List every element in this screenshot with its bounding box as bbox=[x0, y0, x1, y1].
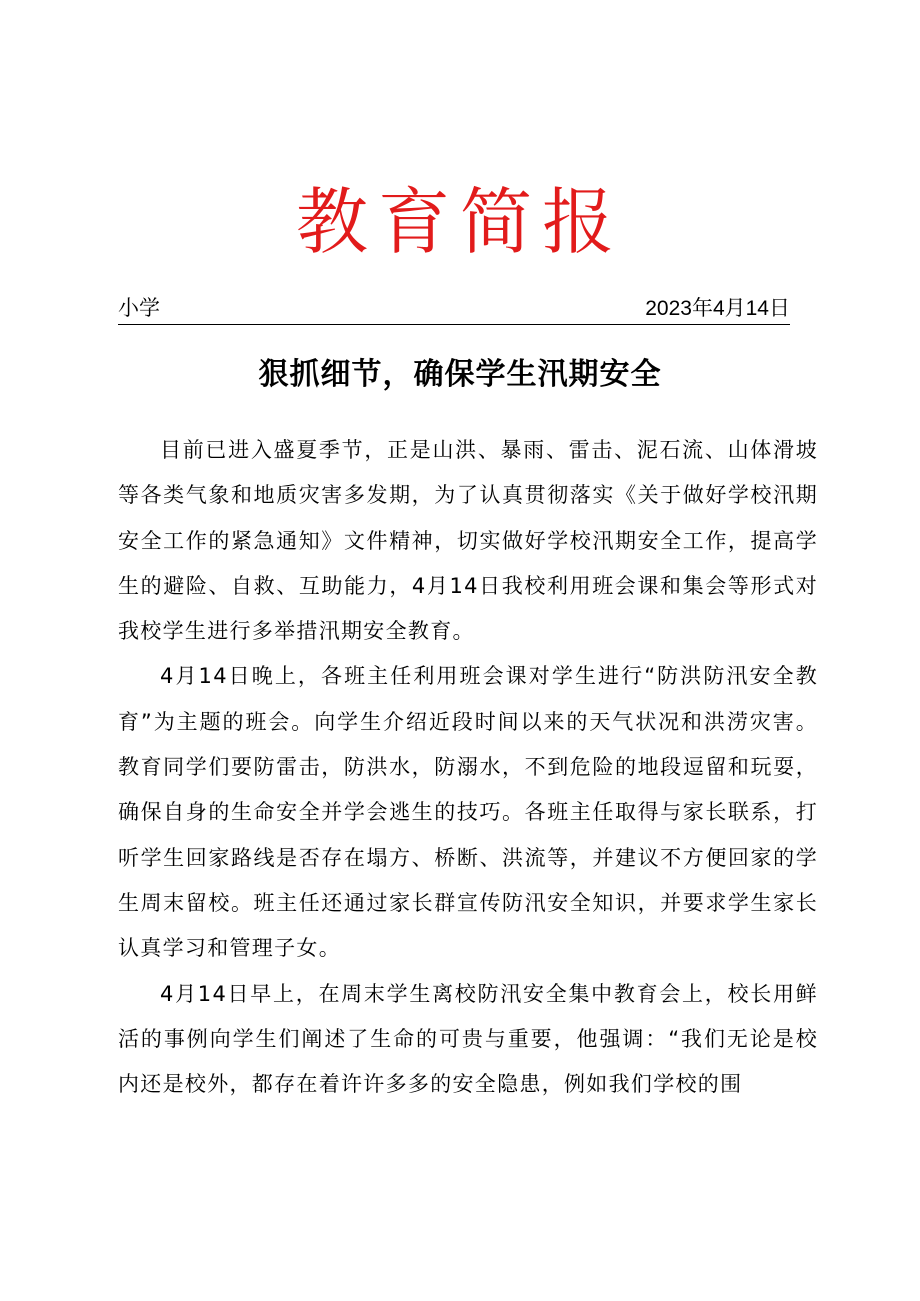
dateline bbox=[118, 294, 790, 325]
masthead-title: 教育简报 bbox=[295, 180, 624, 264]
paragraph-1: 目前已进入盛夏季节，正是山洪、暴雨、雷击、泥石流、山体滑坡等各类气象和地质灾害多发期，为了认真贯彻落实《关于做好学校汛期安全工作的紧急通知》文件精神，切实做好学校汛期安全工作，提高学生的避险、自救、互助能力，4月14日我校利用班会课和集会等形式对我校学生进行多举措汛期安全教育。 bbox=[118, 438, 818, 644]
paragraph-2: 4月14日晚上，各班主任利用班会课对学生进行“防洪防汛安全教育”为主题的班会。向学生介绍近段时间以来的天气状况和洪涝灾害。教育同学们要防雷击，防洪水，防溺水，不到危险的地段逗留和玩耍，确保自身的生命安全并学会逃生的技巧。各班主任取得与家长联系，打听学生回家路线是否存在塌方、桥断、洪流等，并建议不方便回家的学生周末留校。班主任还通过家长群宣传防汛安全知识，并要求学生家长认真学习和管理子女。 bbox=[118, 664, 818, 961]
article-headline: 狠抓细节，确保学生汛期安全 bbox=[258, 357, 662, 392]
issue-date: 2023年4月14日 bbox=[645, 297, 790, 320]
organization-name: 小学 bbox=[118, 297, 160, 320]
paragraph-3: 4月14日早上，在周末学生离校防汛安全集中教育会上，校长用鲜活的事例向学生们阐述了生命的可贵与重要，他强调：“我们无论是校内还是校外，都存在着许许多多的安全隐患，例如我们学校的围 bbox=[118, 981, 818, 1097]
article-body bbox=[118, 428, 818, 1107]
